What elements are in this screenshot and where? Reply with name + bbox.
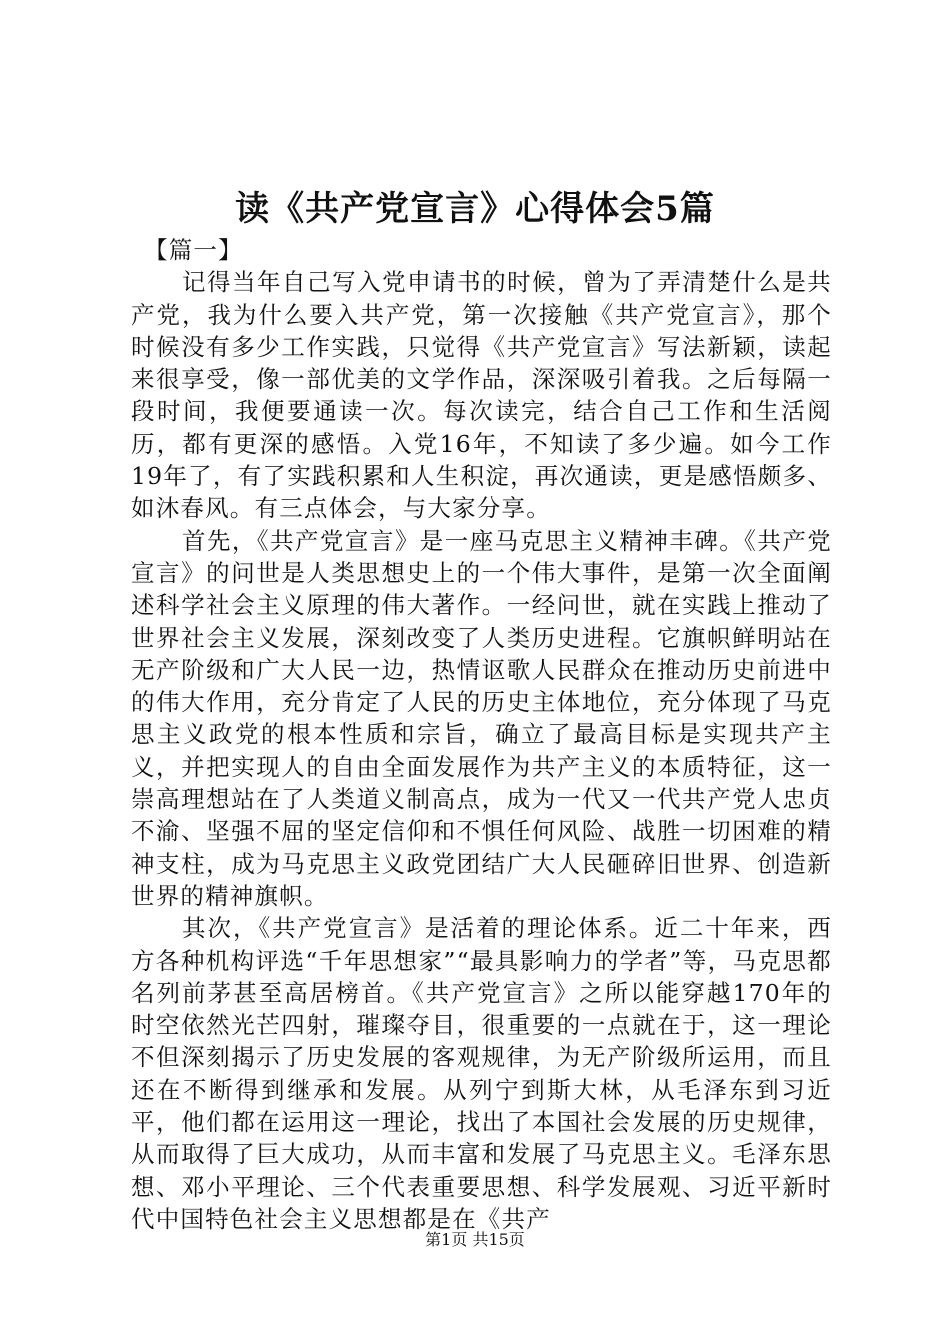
document-body	[131, 234, 832, 1235]
paragraph: 记得当年自己写入党申请书的时候，曾为了弄清楚什么是共产党，我为什么要入共产党，第一次接触《共产党宣言》，那个时候没有多少工作实践，只觉得《共产党宣言》写法新颖，读起来很享受，像一部优美的文学作品，深深吸引着我。之后每隔一段时间，我便要通读一次。每次读完，结合自己工作和生活阅历，都有更深的感悟。入党16年，不知读了多少遍。如今工作19年了，有了实践积累和人生积淀，再次通读，更是感悟颇多、如沐春风。有三点体会，与大家分享。	[131, 268, 832, 523]
paragraph: 其次，《共产党宣言》是活着的理论体系。近二十年来，西方各种机构评选“千年思想家”“最具影响力的学者”等，马克思都名列前茅甚至高居榜首。《共产党宣言》之所以能穿越170年的时空依然光芒四射，璀璨夺目，很重要的一点就在于，这一理论不但深刻揭示了历史发展的客观规律，为无产阶级所运用，而且还在不断得到继承和发展。从列宁到斯大林，从毛泽东到习近平，他们都在运用这一理论，找出了本国社会发展的历史规律，从而取得了巨大成功，从而丰富和发展了马克思主义。毛泽东思想、邓小平理论、三个代表重要思想、科学发展观、习近平新时代中国特色社会主义思想都是在《共产	[131, 914, 832, 1233]
paragraph: 首先，《共产党宣言》是一座马克思主义精神丰碑。《共产党宣言》的问世是人类思想史上的一个伟大事件，是第一次全面阐述科学社会主义原理的伟大著作。一经问世，就在实践上推动了世界社会主义发展，深刻改变了人类历史进程。它旗帜鲜明站在无产阶级和广大人民一边，热情讴歌人民群众在推动历史前进中的伟大作用，充分肯定了人民的历史主体地位，充分体现了马克思主义政党的根本性质和宗旨，确立了最高目标是实现共产主义，并把实现人的自由全面发展作为共产主义的本质特征，这一崇高理想站在了人类道义制高点，成为一代又一代共产党人忠贞不渝、坚强不屈的坚定信仰和不惧任何风险、战胜一切困难的精神支柱，成为马克思主义政党团结广大人民砸碎旧世界、创造新世界的精神旗帜。	[131, 526, 832, 910]
section-label: 【篇一】	[144, 236, 243, 264]
page-footer: 第1页 共15页	[425, 1230, 525, 1249]
page-title: 读《共产党宣言》心得体会5篇	[235, 189, 715, 229]
